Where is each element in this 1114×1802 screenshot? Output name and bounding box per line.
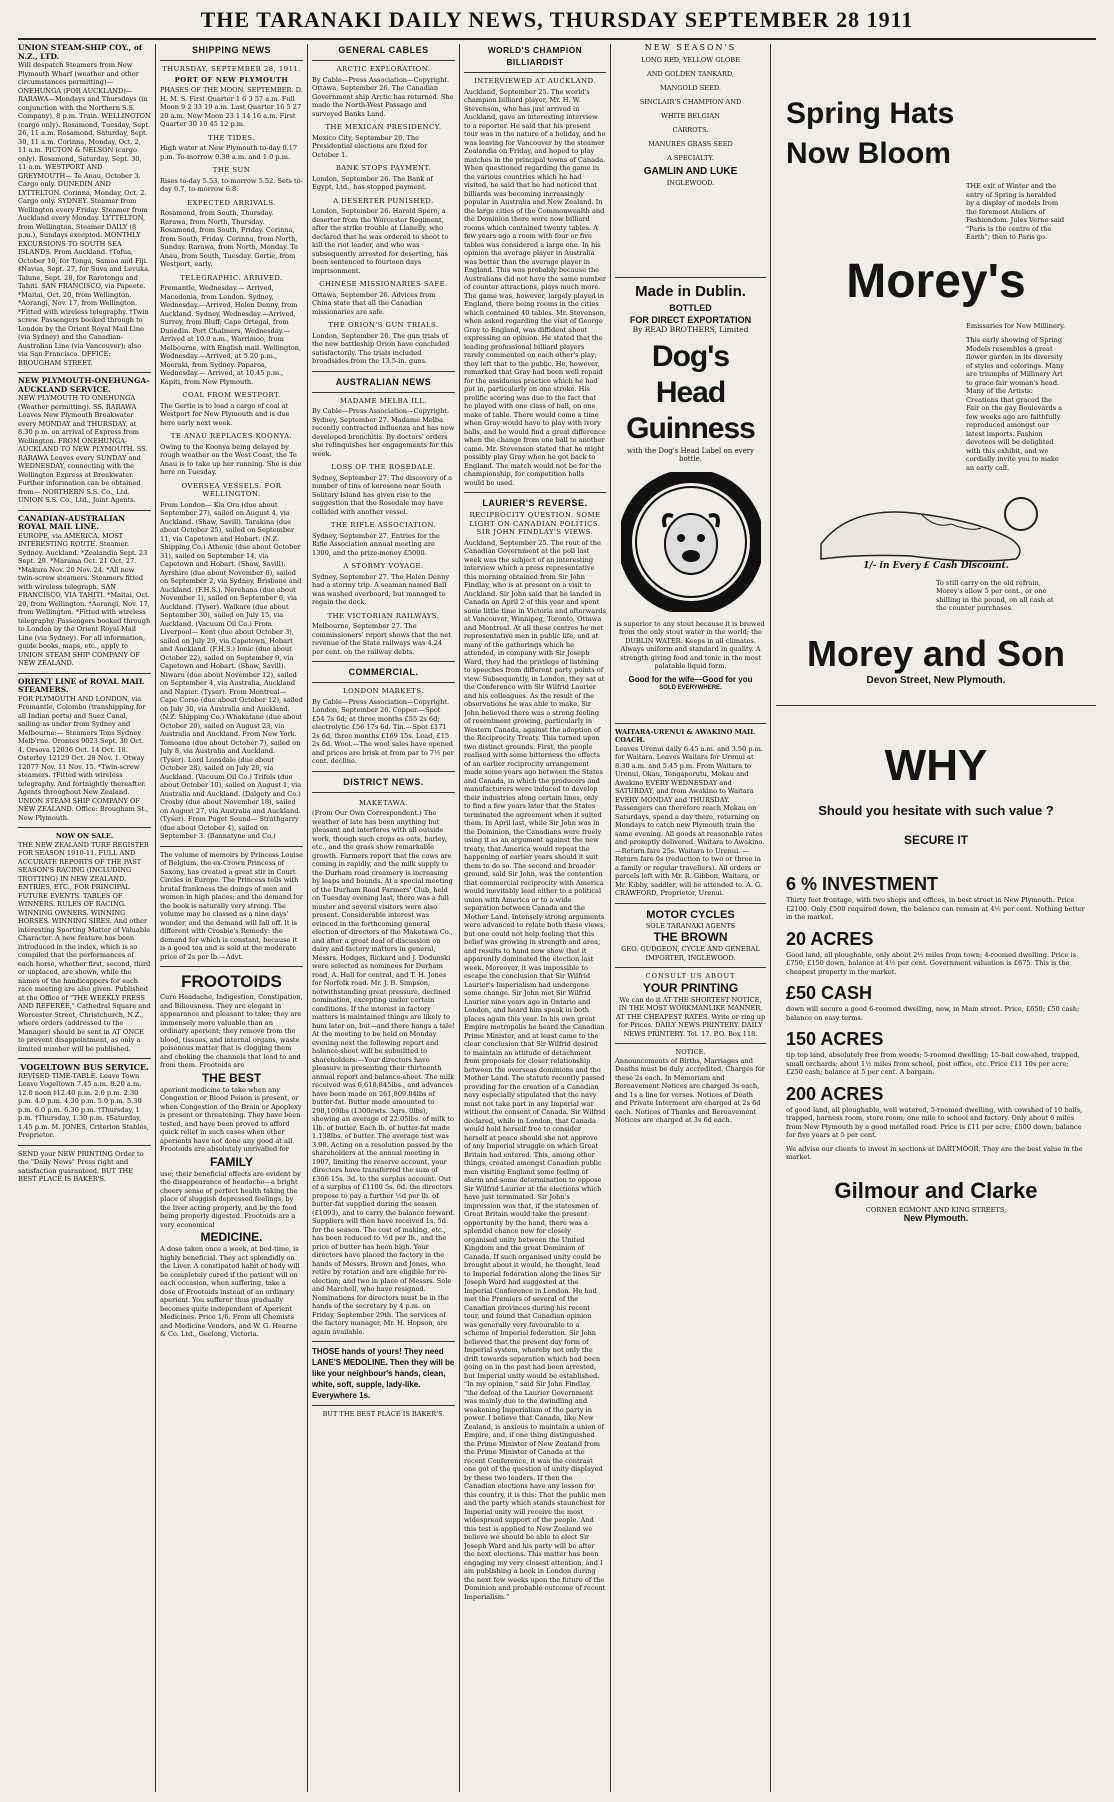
article-text: By Cable—Press Association—Copyright. London, September 26. Copper.—Spot £54 7s 6d; at three months £55 2s 6d; electrolytic £56 17s 6d. Tin.—Spot £171 2s 6d, three months £169 15s. Lead, £15 2s 6d. Wool.—The wool sales have opened and prices are brisk at from par to 7½ per cent. decline.: [312, 697, 454, 765]
ad-moreys: Morey's: [846, 254, 1026, 308]
section-heading: GENERAL CABLES: [338, 45, 429, 55]
seed-item: SINCLAIR'S CHAMPION AND: [639, 97, 742, 106]
article-text: Owing to the Koonya being delayed by rough weather on the West Coast, the Te Anau is to take up her running. She is due here on Tuesday.: [160, 442, 302, 476]
ad-canadian-australian: [18, 515, 151, 668]
article-text: Sydney, September 27. The discovery of a number of tins of kerosene near South Solitary Island has given rise to the suggestion that the Rosedale may have collided with another vessel.: [312, 473, 453, 516]
ad-title: ORIENT LINE of ROYAL MAIL STEAMERS.: [18, 676, 145, 694]
article-text: Melbourne, September 27. The commissioners' report shows that the net revenue of the State railways was 4.24 per cent. on the railway debts.: [312, 622, 451, 656]
listing: [786, 1082, 1086, 1140]
column-shipping-ads: [18, 44, 151, 1792]
ad-body: REVISED TIME-TABLE. Leave Town Leave Vogeltown 7.45 a.m. 8.20 a.m. 12.0 noon ‡12.40 p.m. 2.0 p.m. 2.30 p.m. 4.0 p.m. 4.30 p.m. 5.0 p.m. 5.30 p.m. 6.0 p.m. 6.30 p.m. †Thursday, 1 p.m. †Thursday, 1.30 p.m. ‡Saturday, 1.45 p.m. M. JONES, Criterion Stables, Proprietor.: [18, 1071, 149, 1139]
ad-body: NEW PLYMOUTH TO ONEHUNGA (Weather permitting). SS. RARAWA Leaves New Plymouth Breakwater every MONDAY and THURSDAY, at 8.30 p.m. on arrival of Express from Wellington. FROM ONEHUNGA-AUCKLAND TO NEW PLYMOUTH. SS. RARAWA Leaves every SUNDAY and WEDNESDAY, connecting with the Wellington Express at Breakwater. Further information can be obtained from— NORTHERN S.S. Co., Ltd. UNION S.S. Co., Ltd., Joint Agents.: [18, 394, 148, 504]
guinness-bottled: BOTTLED: [669, 303, 712, 313]
ad-title: NOW ON SALE.: [55, 832, 114, 840]
ad-title: NEW SEASON'S: [644, 44, 737, 52]
section-heading: AUSTRALIAN NEWS: [335, 376, 432, 387]
ad-printing: [615, 972, 766, 1038]
dogs-head-seal-icon: [621, 472, 761, 612]
sub-heading: ARCTIC EXPLORATION.: [336, 65, 431, 73]
section-heading: DISTRICT NEWS.: [343, 776, 424, 787]
ad-title: NEW PLYMOUTH-ONEHUNGA-AUCKLAND SERVICE.: [18, 376, 150, 394]
ad-morey-and-son: Morey and Son: [806, 632, 1066, 674]
ad-title: MOTOR CYCLES: [646, 908, 735, 921]
footer-line: BUT THE BEST PLACE IS BAKER'S.: [322, 1410, 445, 1418]
masthead: THE TARANAKI DAILY NEWS, THURSDAY SEPTEMBER 28 1911: [200, 7, 914, 32]
column-morey-gilmour: [776, 44, 1096, 1792]
ad-printing: [18, 1150, 151, 1184]
sub-heading: RECIPROCITY QUESTION. SOME LIGHT ON CANADIAN POLITICS. SIR JOHN FINDLAY'S VIEWS.: [469, 511, 601, 536]
listing: [786, 872, 1086, 922]
sub-heading: CHINESE MISSIONARIES SAFE.: [319, 280, 448, 288]
seed-item: LONG RED, YELLOW GLOBE: [641, 55, 740, 64]
ad-body: THE NEW ZEALAND TURF REGISTER FOR SEASON 1910-11. FULL AND ACCURATE REPORTS OF THE PAST SEASON'S RACING (INCLUDING TROTTING) IN NEW ZEALAND. ENTRIES, ETC., FOR PRINCIPAL FUTURE EVENTS. TABLES OF WINNERS. RULES OF RACING. WINNING OWNERS. WINNING HORSES. WINNING SIRES. And other interesting Sporting Matter of Valuable Character. A new feature has been introduced in the index, which is so compiled that the performances of each horse, whether first, second, third or unplaced, are shown, while the names of the handicappers for each race meeting are also given. Published at the Office of "THE WEEKLY PRESS AND REFEREE," Cathedral Square and Worcester Street, Christchurch, N.Z., where orders (addressed to the Manager) should be sent in AT ONCE to prevent disappointment, as only a limited number will be published.: [18, 840, 151, 1053]
article-text: Sydney, September 27. Entries for the Rifle Association annual meeting are 1300, and the prize-money £5000.: [312, 531, 440, 557]
listing-title: 6 % INVESTMENT: [786, 874, 939, 894]
listing-text: of good land, all ploughable, well watered, 5-roomed dwelling, with cowshed of 10 bails, trapped, harness room, store room; one mile to school and factory. Only about 6 miles from New Plymouth by a good metalled road. Price is £11 per acre; £500 down; balance for five years at 5 per cent.: [786, 1105, 1083, 1139]
sub-heading: LOSS OF THE ROSEDALE.: [331, 463, 436, 471]
notice: [615, 1048, 766, 1125]
merchant-location: INGLEWOOD.: [666, 178, 715, 187]
guinness-dublin: Made in Dublin.: [635, 283, 746, 300]
ad-sub: SOLE TARANAKI AGENTS: [645, 921, 736, 930]
guinness-tagline: Good for the wife—Good for you: [628, 674, 753, 684]
ad-address: CORNER EGMONT AND KING STREETS,: [865, 1205, 1007, 1214]
article-text: From London— Kia Ora (due about September 27), sailed on August 4, via Auckland. (Shaw, Savill). Tarakina (due about October 25), sailed on September 11, via Capetown and Hobart. (N.Z. Shipping Co.) Athenic (due about October 31), sailed on September 14, via Capetown and Hobart. (Shaw, Savill). Ayrshire (due about November 6), sailed on September 2, via Sydney, Brisbane and Auckland. (F.H.S.). Nerehana (due about November 1), sailed on September 6, via Auckland. (Tyser). Waikare (due about September 30), sailed on July 15, via Auckland. (Vacuum Oil Co.) From Liverpool— Kent (due about October 3), sailed on July 29, via Capetown, Hobart and Auckland. (F.H.S.) Ionic (due about October 22), sailed on September 9, via Capetown and Hobart. (Shaw, Savill). Niwaru (due about November 12), sailed on September 4, via Australia, Auckland and Napier. (Tyser). From Montreal— Cape Corso (due about October 12), sailed on July 30, via Australia and Auckland. (N.Z. Shipping Co.) Whakatane (due about October 20), sailed on August 23, via Australia and Auckland. From New York. Tomoana (due about October 7), sailed on July 8, via Australia and Auckland. (Tyser). Lord Lonsdale (due about October 28), sailed on July 26, via Auckland. (Vacuum Oil Co.) Trifels (due about October 10), sailed on August 1, via Australia and Auckland. (Dalgety and Co.) Crosby (due about November 18), sailed on August 27, via Australia and Auckland. (Tyser). From Puget Sound— Strathgarry (due about October 4), sailed on September 3. (Bannatyne and Co.): [160, 500, 303, 840]
listing: [786, 981, 1086, 1022]
column-rule: [307, 44, 308, 1792]
article-text: Fremantle, Wednesday.— Arrived, Macedonia, from London. Sydney, Wednesday.—Arrived, Helen Denny, from Auckland. Sydney, Wednesday.—Arrived, Surrey, from Bluff; Cape Ortegal, from Dunedin. Port Chalmers, Wednesday.—Arrived at 10.0 a.m., Warrimoo, from Melbourne, with English mail. Wellington, Wednesday.—Arrived, at 5.20 p.m., Moeraki, from Sydney. Paparoa, Wednesday.— Arrived, at 10.45 p.m., Kapiti, from New Plymouth.: [160, 284, 302, 386]
column-rule: [770, 44, 771, 1792]
ad-onehunga-service: [18, 377, 151, 505]
article-text: London, September 26. The Bank of Egypt, Ltd., has stopped payment.: [312, 174, 433, 191]
article-text: By Cable—Press Association—Copyright. Sydney, September 27. Madame Melba recently contracted influenza and has now developed bronchitis. By doctors' orders she relinquishes her engagements for this week.: [312, 407, 455, 458]
sub-heading: THE MEXICAN PRESIDENCY.: [325, 123, 442, 131]
article-text: The volume of memoirs by Princess Louise of Belgium, the ex-Crown Princess of Saxony, has created a great stir in Court Circles in Europe. The Princess tells with brutal frankness the doings of men and women in high places; and the demand for the book is naturally very strong. The volume may be classed as a nine days' wonder, and the demand will fall off. It is different with Crosbie's Remedy: the demand for which is constant, because it is a good tea and is sold at the moderate price of 2s per lb.—Advt.: [160, 850, 303, 961]
listing: [786, 927, 1086, 977]
seed-list: [615, 53, 766, 165]
ad-discount-note: To still carry on the old refrain, Morey's allow 5 per cent., or one shilling in the pound, on all cash at the counter purchases.: [936, 578, 1054, 612]
guinness-dogs-head: Dog's Head: [651, 339, 730, 409]
ad-spring-hats: Spring Hats: [786, 97, 955, 130]
seed-item: CARROTS.: [672, 125, 709, 134]
ad-body: Cure Headache, Indigestion, Constipation, and Biliousness. They are elegant in appearance and pleasant to take; they are immensely more valuable than an ordinary aperient; they remove from the blood, tissues, and internal organs, waste poisonous matter that is clogging them and choking the channels that lead to and from them. Frootoids are: [160, 993, 303, 1069]
ad-body: aperient medicine to take when any Congestion or Blood Poison is present, or when Congestion of the Brain or Apoplexy is present or threatening. They have been tested, and have been proved to afford quick relief in such cases when other aperients have not done any good at all. Frootoids are absolutely unrivalled for: [160, 1085, 302, 1153]
sub-heading: THE SUN: [212, 166, 251, 174]
listing-title: 20 ACRES: [786, 928, 874, 949]
merchant-name: GAMLIN AND LUKE: [643, 165, 738, 177]
ad-hesitate: Should you hesitate with such value ?: [818, 803, 1054, 818]
ad-body: A dose taken once a week, at bed-time, is highly beneficial. They act splendidly on the Liver. A constipated habit of body will be completely cured if the patient will on each occasion, when suffering, take a dose of Frootoids instead of an ordinary aperient. You sufferer thus gradually becomes quite independent of Aperient Medicines. Price 1/6. From all Chemists and Medicine Vendors, and W. G. Hearne & Co. Ltd., Geelong, Victoria.: [160, 1245, 300, 1338]
seed-item: A SPECIALTY.: [667, 153, 714, 162]
property-listings: [776, 872, 1096, 1162]
article-text: Sydney, September 27. The Helen Denny had a stormy trip. A seaman named Ball was washed overboard, but managed to regain the deck.: [312, 572, 450, 606]
notice-body: Announcements of Births, Marriages and Deaths must be duly accredited. Charges for these 2s each. In Memoriam and Bereavement Notices are charged 3s each, and 1s a line for verses. Notices of Death and Private Interment are charged at 2s 6d each. Notices of Thanks and Bereavement Notices are charged at 3s 6d each.: [615, 1056, 765, 1124]
article-text: By Cable—Press Association—Copyright. Ottawa, September 26. The Canadian Government ship Arctic has returned. She made the North-West Passage and surveyed Banks Land.: [312, 75, 454, 118]
article-text: Rises to-day 5.53, to-morrow 5.52. Sets to-day 6.7, to-morrow 6.8.: [160, 176, 303, 193]
ad-sub: FAMILY: [210, 1154, 253, 1169]
ad-title: UNION STEAM-SHIP COY., of N.Z., LTD.: [18, 44, 143, 61]
sub-heading: A STORMY VOYAGE.: [343, 562, 424, 570]
article-text: Auckland, September 25. The world's champion billiard player, Mr. H. W. Stevenson, who has just arrived in Auckland, gave an interesting interview to a reporter. He said that his present tour was in the nature of a holiday, and he was leaving for Vancouver by the steamer Zealandia on Friday, and hoped to play matches in the principal towns of Canada. When questioned regarding the game in the various countries which he had visited, he said that he had noticed that billiards was becoming increasingly popular in Australia and New Zealand. In the large cities of the Commonwealth and the Dominion there were now billiard rooms which contained twenty tables. A few years ago a room with four or five tables was considered a large one. In his opinion the average player in Australia was better than the average player in England. This was probably because the Australians did not have the same number of counter attractions, plays much more. The game was, however, largely played in England, there being rooms in the cities which contained 40 tables. Mr. Stevenson, when asked regarding the visit of George Gray to England, was diffident about expressing an opinion. He stated that the leading professional billiard players rarely commented on each other's play; they left that to the public. He, however, remarked that Gray had been well repaid for the assiduous practice which he had put in, particularly on one stroke. His prolific scoring was due to the fact that he played with one class of ball, on one make of table. There would come a time when Gray would have to play with ivory balls, and he would find a great difference when the change from one ball to another came. Mr. Stevenson stated that he might possibly play Gray when he got back to England. The match would not be for the championship, for competition balls would be used.: [464, 87, 606, 487]
ad-title: YOUR PRINTING: [642, 980, 739, 995]
ad-emporium: Emissaries for New Millinery.: [966, 321, 1066, 330]
section-heading: WORLD'S CHAMPION BILLIARDIST: [487, 45, 583, 67]
guinness-export: FOR DIRECT EXPORTATION: [629, 315, 752, 325]
ad-lanes-medoline: THOSE hands of yours! They need LANE'S MEDOLINE. Then they will be like your neighbour's hands, clean, white, soft, supple, lady-like. Everywhere 1s.: [312, 1347, 455, 1400]
column-billiards-laurier: [464, 44, 606, 1792]
guinness-sold: SOLD EVERYWHERE.: [659, 685, 722, 691]
column-rule: [610, 44, 611, 1792]
ad-sub: CONSULT US ABOUT: [645, 972, 736, 980]
column-rule: [459, 44, 460, 1792]
ad-turf-register: [18, 832, 151, 1053]
sub-heading: A DESERTER PUNISHED.: [333, 196, 434, 205]
ad-secure: SECURE IT: [903, 833, 968, 847]
sub-heading: INTERVIEWED AT AUCKLAND.: [474, 77, 596, 85]
ad-body: use; their beneficial effects are evident by the disappearance of headache—a bright cheery sense of perfect health taking the place of sluggish depressed feelings, by the liver acting properly, and by the food being properly digested. Frootoids are a very economical: [160, 1169, 301, 1229]
masthead-rule: [18, 38, 1096, 40]
sub-heading: PORT OF NEW PLYMOUTH: [174, 75, 289, 84]
sub-heading: THE ORION'S GUN TRIALS.: [328, 321, 439, 329]
ad-discount: 1/- in Every £ Cash Discount.: [863, 561, 1009, 571]
article-text: High water at New Plymouth to-day 0.17 p.m. To-morrow 0.38 a.m. and 1.0 p.m.: [160, 144, 298, 161]
ad-mail-coach: [615, 728, 766, 898]
guinness-label-note: with the Dog's Head Label on every bottle.: [626, 446, 755, 463]
column-general-cables: [312, 44, 455, 1792]
sub-heading: THE TIDES.: [208, 133, 255, 142]
sub-heading: OVERSEA VESSELS. FOR WELLINGTON.: [181, 481, 282, 498]
seed-item: MANGOLD SEED.: [659, 83, 721, 92]
ad-body: SEND your NEW PRINTING Order to the "Daily News" Press right and satisfaction guaranteed. BUT THE BEST PLACE IS BAKER'S.: [18, 1149, 144, 1183]
closing: We advise our clients to invest in sections at DARTMOOR. They are the best value in the market.: [786, 1144, 1083, 1161]
ad-vogeltown-bus: [18, 1063, 151, 1140]
sub-heading: TELEGRAPHIC. ARRIVED.: [180, 273, 283, 282]
ad-devon-street: Devon Street, New Plymouth.: [866, 674, 1006, 686]
ad-body: GEO. GUDGEON, CYCLE AND GENERAL IMPORTER, INGLEWOOD.: [621, 945, 760, 962]
ad-gilmour-clarke: Gilmour and Clarke: [834, 1177, 1038, 1203]
ad-body: FOR PLYMOUTH AND LONDON, via Fremantle, Colombo (transhipping for all Indian ports) and Suez Canal, sailing as under from Sydney and Melbourne:— Steamers Tons Sydney Melb'rne. Orontes 9023 Sept. 30 Oct. 4. Orsova 12036 Oct. 14 Oct. 18. Osterley 12129 Oct. 28 Nov. 1. Otway 12077 Nov. 11 Nov. 15. *Twin-screw steamers. †Fitted with wireless telegraphy. And fortnightly thereafter. Agents throughout New Zealand. UNION STEAM SHIP COMPANY OF NEW ZEALAND. Office: Brougham St., New Plymouth.: [18, 694, 149, 822]
ad-body: This early showing of Spring Models resembles a great flower garden in its diversity of styles and colorings. Many are triumphs of Millinery Art to grace fair woman's head. Many of the Artistic Creations that graced the Fair on the gay Boulevards a few weeks ago are faithfully reproduced amongst our latest imports. Fashion devotees will be delighted with this exhibit, and we cordially invite you to make an early call.: [966, 336, 1064, 472]
listing-text: Thirty feet frontage, with two shops and offices, in best street in New Plymouth. Price £2100. Only £500 required down, the balance can remain at 4½ per cent. Nothing better in the market.: [786, 896, 1085, 921]
ad-body: We can do it AT THE SHORTEST NOTICE, IN THE MOST WORKMANLIKE MANNER, AT THE CHEAPEST RATES. Write or ring up for Prices. DAILY NEWS PRINTERY. DAILY NEWS PRINTERY. Tel. 17. P.O. Box 118.: [615, 995, 766, 1038]
article-text: (From Our Own Correspondent.) The weather of late has been anything but pleasant and interferes with all outside work, though such crops as oats, barley, etc., and the grass show remarkable growth. Farmers report that the cows are coming in rapidly, and the milk supply to the Durham road creamery is increasing by leaps and bounds. At a special meeting of the Durham Road Farmers' Club, held on Tuesday evening last, there was a full muster and several visitors were also present. Considerable interest was evinced in the forthcoming general election of directors of the Maketawa Co., and after a great deal of discussion on dairy and factory matters in general, Messrs. Hodges, Rickard and J. Dodunski were selected as nominees for Durham road, A. Hall for central, and T. H. Jones for Norfolk road. Mr. J. B. Simpson, notwithstanding great pressure, declined nomination, excepting under certain conditions. If the interest in factory matters is maintained things are likely to hum later on, but—and there hangs a tale! At the meeting to be held on Monday evening next the following report and balance-sheet will be submitted to shareholders:—Your directors have pleasure in presenting their thirteenth annual report and balance-sheet. The milk received was 6,618,845lbs., and advances have been made on 261,809.84lbs of butter-fat. Butter made amounted to 298,109lbs (1300cwts. 3qrs. 0lbs), showing an average of 22.05lbs. of milk to 1lb. of butter. Each lb. of butter-fat made 1.138lbs. of butter. The average test was 3.98. Acting on a resolution passed by the shareholders at the annual meeting in 1907, limiting the reserve account, your directors have transferred the sum of £306 15s. 3d. to the surplus account. Out of a surplus of £1100 5s. 6d. the directors propose to pay a further ½d per lb. of butter-fat supplied during the season (£1093), and to carry the balance forward. Suppliers will then have received 1s. 5d. for the season. The cost of making, etc., has been reduced to ½d per lb., and the price of butter has been high. Your directors have placed the factory in the hands of Messrs. Brown and Jones, who retire by rotation and are eligible for re-election; and two in place of Messrs. Sole and Marchell, who have resigned. Nominations for directors must be in the hands of the secretary by 4 p.m. on Friday, September 29th. The services of the factory manager, Mr. H. Hopson, are again available.: [312, 809, 455, 1336]
guinness-title: Guinness: [626, 411, 755, 445]
article-text: London, September 26. The gun trials of the new battleship Orion have concluded satisfactorily. The trials included broadsides from the 13.5-in. guns.: [312, 331, 450, 365]
sub-heading: LONDON MARKETS.: [343, 687, 424, 695]
seed-item: AND GOLDEN TANKARD,: [646, 69, 735, 78]
ad-sub: MEDICINE.: [200, 1230, 263, 1244]
listing: [786, 1027, 1086, 1077]
ad-title: CANADIAN-AUSTRALIAN ROYAL MAIL LINE.: [18, 513, 126, 531]
listing-title: 150 ACRES: [786, 1029, 884, 1049]
ad-frootoids: [160, 971, 303, 1339]
listing-title: 200 ACRES: [786, 1083, 884, 1104]
sub-heading: MADAME MELBA ILL.: [339, 396, 428, 405]
ad-title: VOGELTOWN BUS SERVICE.: [20, 1062, 149, 1072]
seed-item: MANURES GRASS SEED: [648, 139, 733, 148]
listing-text: tip top land, absolutely free from weeds; 5-roomed dwelling; 15-bail cow-shed, trapped, small orchards; about 1½ miles from school, post office, etc. Price £11 10s per acre; £250 cash; balance at 5 per cent. A bargain.: [786, 1051, 1080, 1076]
sub-heading: THE VICTORIAN RAILWAYS.: [327, 611, 440, 620]
ad-motor-cycles: [615, 908, 766, 963]
section-heading: COMMERCIAL.: [348, 667, 419, 677]
ad-intro: THE exit of Winter and the entry of Spring is heralded by a display of models from the foremost Ateliers of Fashiondom. Jules Verne said "Paris is the centre of the Earth"; then to Paris go.: [966, 182, 1065, 241]
article-text: London, September 26. Harold Spero, a deserter from the Worcester Regiment, after the strike trouble at Llanelly, who declared that he was ordered to shoot to kill the riot leader, and who was subsequently arrested for deserting, has been sentenced to fourteen days imprisonment.: [312, 207, 449, 275]
sub-heading: TE ANAU REPLACES KOONYA.: [170, 432, 293, 440]
column-shipping-news: [160, 44, 303, 1792]
section-heading: SHIPPING NEWS: [191, 45, 271, 55]
ad-sub: THE BEST: [201, 1070, 262, 1085]
ad-now-bloom: Now Bloom: [786, 137, 951, 170]
guinness-brewer: By READ BROTHERS, Limited: [632, 325, 749, 334]
notice-title: NOTICE.: [675, 1048, 706, 1056]
sub-heading: BANK STOPS PAYMENT.: [335, 164, 432, 172]
ad-orient-line: [18, 678, 151, 823]
column-rule: [155, 44, 156, 1792]
ad-title: FROOTOIDS: [181, 972, 282, 991]
sub-heading: MAKETAWA.: [359, 798, 408, 807]
ad-body: EUROPE, via AMERICA. MOST INTERESTING ROUTE. Steamer. Sydney. Auckland. *Zealandia Sept. 23 Sept. 29. *Marama Oct. 21 Oct. 27. *Makura Nov. 20 Nov. 24. *All new twin-screw steamers. Steamers fitted with wireless telegraph. SAN FRANCISCO, VIA TAHITI. *Maitai, Oct. 20, from Wellington. *Aorangi, Nov. 17, from Wellington. *Fitted with wireless telegraphy. Passengers booked through to London by the Orient Royal Mail Line (via Sydney). For all information, guide books, maps, etc., apply to UNION STEAM SHIP COMPANY OF NEW ZEALAND.: [18, 531, 151, 667]
ad-union-steamship: [18, 44, 151, 367]
sub-heading: COAL FROM WESTPORT.: [182, 391, 281, 399]
ad-town: New Plymouth.: [903, 1213, 969, 1223]
article-text: The Gertie is to load a cargo of coal at Westport for New Plymouth and is due here early next week.: [160, 401, 290, 427]
guinness-body: is superior to any stout because it is brewed from the only stout water in the world; the DUBLIN WATER. Keeps in all climates. Always uniform and standard in quality. A strength giving food and tonic in the most palatable liquid form.: [616, 619, 765, 670]
sub-heading: EXPECTED ARRIVALS.: [187, 198, 276, 207]
dateline: THURSDAY, SEPTEMBER 28, 1911.: [162, 65, 301, 73]
sub-heading: THE RIFLE ASSOCIATION.: [330, 521, 437, 529]
listing-text: down will secure a good 6-roomed dwelling, new, in Main street. Price, £650; £50 cash; balance on easy terms.: [786, 1005, 1080, 1022]
column-ads: [615, 44, 766, 1792]
article-text: Rosamond, from South, Thursday. Rarawa, from North, Thursday. Rosamond, from South, Friday. Corinna, from South, Friday. Corinna, from North, Sunday. Rarawa, from North, Monday. Te Anau, from South, Tuesday. Gertie, from Westport, early.: [160, 209, 298, 268]
ad-brand: THE BROWN: [653, 930, 728, 944]
article-text: Ottawa, September 26. Advices from China state that all the Canadian missionaries are safe.: [312, 290, 436, 316]
listing-title: £50 CASH: [786, 983, 873, 1003]
article-text: Auckland, September 25. The rout of the Canadian Government at the poll last week was the subject of an interesting interview which a press representative this morning obtained from Sir John Findlay, who is at present on a visit to Auckland. Sir John said that he landed in Canada on April 2 of this year and spent some little time in Victoria and afterwards at Vancouver, Winnipeg, Toronto, Ottawa and Montreal. At all these centres he met representative men in public life, and at many of the gatherings which he attended, in company with Sir Joseph Ward, they had the privilege of listening to speeches from different party points of view. Subsequently, in London, they sat at the Conference with Sir Wilfrid Laurier and his colleagues. As the result of the observations he was able to make, Sir John believed there was a strong feeling of resentment growing, particularly in Western Canada, against the adoption of the Reciprocity Treaty. This turned upon two distinct grounds. First, the people realised with some bitterness the effects of an earlier reciprocity arrangement made some years ago between the States and Canada, in which the producers and manufacturers were induced to develop their industries along certain lines, only to find a few years later that the States terminated the agreement when it suited them. In April last, while Sir John was in the Dominion, the Canadians were freely using it as an argument against the new treaty, that America would repeat the happening of earlier years should it suit them to do so. The second and broader ground, said Sir John, was the contention that commercial reciprocity with America would inevitably lead either to a political union with America or to a wide separation between Canada and the Mother Land. Intensely strong arguments were advanced to relate both these views, but one could not help feeling that this belief was growing in strength and area, and results to hand now show that it apparently dominated the election last week. Moreover, it was impossible to escape the conclusion that Sir Wilfrid Laurier's Imperialism had undergone some change. Sir John met Sir Wilfrid Laurier nine years ago in Ontario and London, and heard him speak in both places again this year. In his own great Empire metropolis he heard the Canadian Prime Minister, and at least came to the clear conclusion that Sir Wilfrid desired to maintain an attitude of detachment from proposals for closer relationship between the overseas dominions and the Mother Land. The statute recently passed providing for the creation of a Canadian navy especially stipulated that the navy must not take part in any Imperial war without the consent of Canada. Sir Wilfrid declared, while in London, that Canada would hold herself free to consider herself at peace should she not approve of any Imperial struggle on which Great Britain had entered. This, among other things, created amongst Canadian public men visiting England some feeling of alarm and some determination to oppose Sir Wilfrid Laurier at the elections which have just terminated. Sir John's impression was that, if the statesmen of Great Britain would take the present opportunity by the hand, there was a splendid chance now for closely organised unity between the United Kingdom and the great Dominion of Canada. If such organised unity could be brought about it would, he thought, lead to Imperial federation along the lines Sir Joseph Ward had suggested at the Imperial Conference in London. He had met the Premiers of several of the Canadian provinces during his recent tour, and found that Canadian opinion was generally very favourable to a scheme of Imperial federation. Sir John believed that the present day form of Imperial system, whereby not only the drift towards separation which had been going on in the past had been arrested, but Imperial unity would be established. "In my opinion," said Sir John Findlay, "the defeat of the Laurier Government was mainly due to the dwindling and weakening Imperialism of the party in power. I believe that Canada, like New Zealand, is anxious to maintain a union of Empire, and, if one thing distinguished the Prime Minister of New Zealand from the Prime Minister of Canada at the recent Conference, it was the contrast one got of the question of unity displayed by these two leaders. If then the Canadian elections have any lesson for this country, it is this: That the public men and the party which stands staunchest for Imperial unity will receive the most widespread support of the people. And this test is applied to New Zealand we believe we should be able to elect Sir Joseph Ward and his party will be after the next elections. This matter has been engaging my very closest attention, and I am publishing a book in London during the next few weeks upon the future of the Dominion and probable outcome of recent Imperialism.": [464, 538, 606, 1601]
ad-title: WAITARA-URENUI & AWAKINO MAIL COACH.: [615, 727, 755, 744]
listing-text: Good land, all ploughable, only about 2½ miles from town; 4-roomed dwelling. Price is £750; £150 down, balance at 4½ per cent. Government valuation is £675. This is the cheapest property in the market.: [786, 950, 1076, 976]
section-heading: LAURIER'S REVERSE.: [482, 498, 588, 508]
ad-body: Leaves Urenui daily 6.45 a.m. and 3.50 p.m. for Waitara. Leaves Waitara for Urenui at 8.30 a.m. and 5.45 p.m. From Waitara to Urenui, Okau, Tongaporutu, Mokau and Awakino EVERY WEDNESDAY and SATURDAY, and from Awakino to Waitara EVERY MONDAY and THURSDAY. Passengers can therefore reach Mokau on Saturdays, spend a day there, returning on Mondays to catch new Plymouth train the same evening. All goods at reasonable rates and promptly delivered. Waitara to Awakino.—Return fare 25s. Waitara to Urenui. — Return fare 6s (reduction to two or three in a family or regular travellers). All orders or parcels left with Mr. R. Gibbon, Waitara, or Mr. Kibby, saddler, will be attended to. A. G. CRAWFORD, Proprietor, Urenui.: [615, 744, 765, 897]
ad-body: Will despatch Steamers from New Plymouth Wharf (weather and other circumstances permitting)— ONEHUNGA (FOR AUCKLAND)— RARAWA—Mondays and Thursdays (in conjunction with the Northern S.S. Company), 8 p.m. Train. WELLINGTON (cargo only). Rosamond, Tuesday, Sept. 26, 11 a.m. Rosamond, Saturday, Sept. 30, 11 a.m. Corinna, Monday, Oct. 2, 11 a.m. PICTON & NELSON (cargo only). Rosamond, Saturday, Sept. 30, 11 a.m. WESTPORT AND GREYMOUTH— Te Anau, October 3. Cargo only. DUNEDIN AND LYTTELTON. Corinna, Monday, Oct. 2. Cargo only. SYDNEY. Steamer from Wellington every Friday. Steamer from Auckland every Monday. LYTTELTON, from Wellington. Steamer DAILY (8 p.m.), Sundays excepted. MONTHLY EXCURSIONS TO SOUTH SEA ISLANDS. From Auckland. †Tofua, October 10, for Tonga, Samoa and Fiji. ‡Navua, Sept. 27, for Suva and Levuka. Talune, Sept. 28, for Rarotonga and Tahiti. SAN FRANCISCO, via Papeete. *Maitai, Oct. 20, from Wellington. *Aorangi, Nov. 17, from Wellington. *Fitted with wireless telegraphy. †Twin screw. Passengers booked through to London by the Orient Royal Mail Line (via Sydney) and the Canadian-Australian Line (via Vancouver); also via San Francisco. OFFICE: BROUGHAM STREET.: [18, 61, 151, 367]
ad-why: WHY: [884, 741, 988, 790]
seed-item: WHITE BELGIAN: [661, 111, 720, 120]
article-text: Mexico City, September 26. The Presidential elections are fixed for October 1.: [312, 133, 428, 159]
article-text: PHASES OF THE MOON. SEPTEMBER. D. H. M. S. First Quarter 1 6 3 57 a.m. Full Moon 9 2 33 19 a.m. Last Quarter 16 5 27 20 a.m. New Moon 23 1 14 16 a.m. First Quarter 30 10 45 12 p.m.: [160, 86, 303, 128]
